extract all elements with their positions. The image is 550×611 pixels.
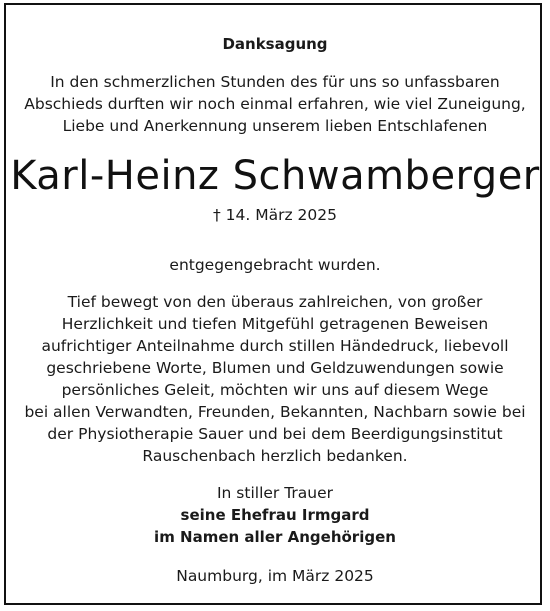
signatory: im Namen aller Angehörigen xyxy=(154,528,396,546)
body-line: bei allen Verwandten, Freunden, Bekannten, Nachbarn sowie bei xyxy=(24,403,526,421)
body-line: geschriebene Worte, Blumen und Geldzuwendungen sowie xyxy=(46,359,504,377)
body-line: Tief bewegt von den überaus zahlreichen, von großer xyxy=(67,293,483,311)
body-line: persönliches Geleit, möchten wir uns auf diesem Wege xyxy=(61,381,489,399)
body-line: aufrichtiger Anteilnahme durch stillen Händedruck, liebevoll xyxy=(41,337,509,355)
signatory: seine Ehefrau Irmgard xyxy=(180,506,370,524)
heading: Danksagung xyxy=(222,35,328,53)
body-line: der Physiotherapie Sauer und bei dem Beerdigungsinstitut xyxy=(47,425,503,443)
deceased-name: Karl-Heinz Schwamberger xyxy=(10,153,540,199)
place-date: Naumburg, im März 2025 xyxy=(176,567,374,585)
intro-line: In den schmerzlichen Stunden des für uns so unfassbaren xyxy=(50,73,500,91)
death-date: † 14. März 2025 xyxy=(212,206,337,224)
intro-end: entgegengebracht wurden. xyxy=(169,256,381,274)
intro-line: Liebe und Anerkennung unserem lieben Entschlafenen xyxy=(62,117,488,135)
intro-line: Abschieds durften wir noch einmal erfahren, wie viel Zuneigung, xyxy=(24,95,526,113)
closing: In stiller Trauer xyxy=(216,484,334,502)
body-line: Herzlichkeit und tiefen Mitgefühl getragenen Beweisen xyxy=(61,315,489,333)
body-line: Rauschenbach herzlich bedanken. xyxy=(142,447,408,465)
